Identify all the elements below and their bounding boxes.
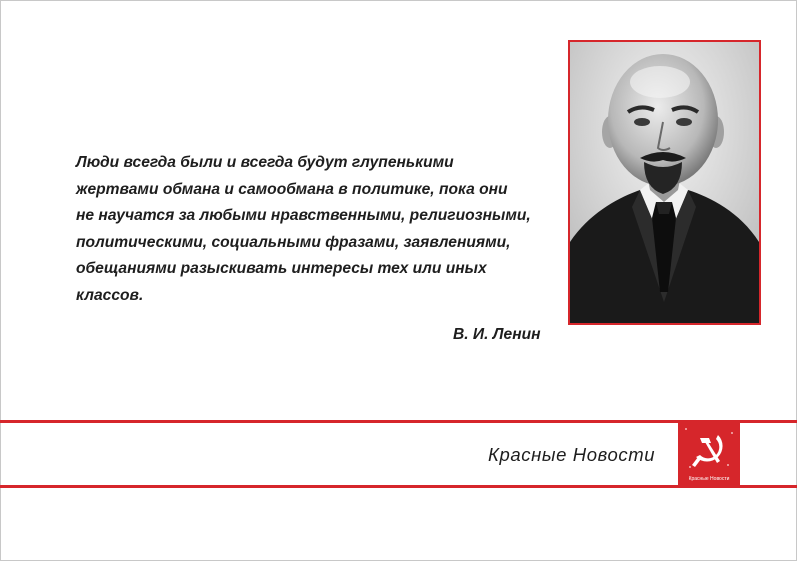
quote-line: жертвами обмана и самообмана в политике, пока они bbox=[76, 180, 508, 198]
divider-bottom bbox=[0, 485, 797, 488]
quote-line: Люди всегда были и всегда будут глупенькими bbox=[76, 154, 454, 171]
brand-logo bbox=[678, 421, 740, 485]
portrait-photo bbox=[568, 40, 761, 325]
portrait-image bbox=[570, 42, 759, 323]
quote-line: политическими, социальными фразами, заявлениями, bbox=[76, 233, 511, 251]
quote-line: классов. bbox=[76, 286, 144, 304]
logo-caption: Красные Новости bbox=[688, 476, 730, 482]
quote-author: В. И. Ленин bbox=[453, 326, 541, 343]
brand-title: Красные Новости bbox=[488, 444, 656, 465]
quote-line: не научатся за любыми нравственными, религиозными, bbox=[76, 207, 531, 225]
quote-text bbox=[76, 150, 561, 310]
quote-line: обещаниями разыскивать интересы тех или иных bbox=[76, 260, 487, 278]
hammer-and-sickle-icon bbox=[678, 421, 740, 477]
